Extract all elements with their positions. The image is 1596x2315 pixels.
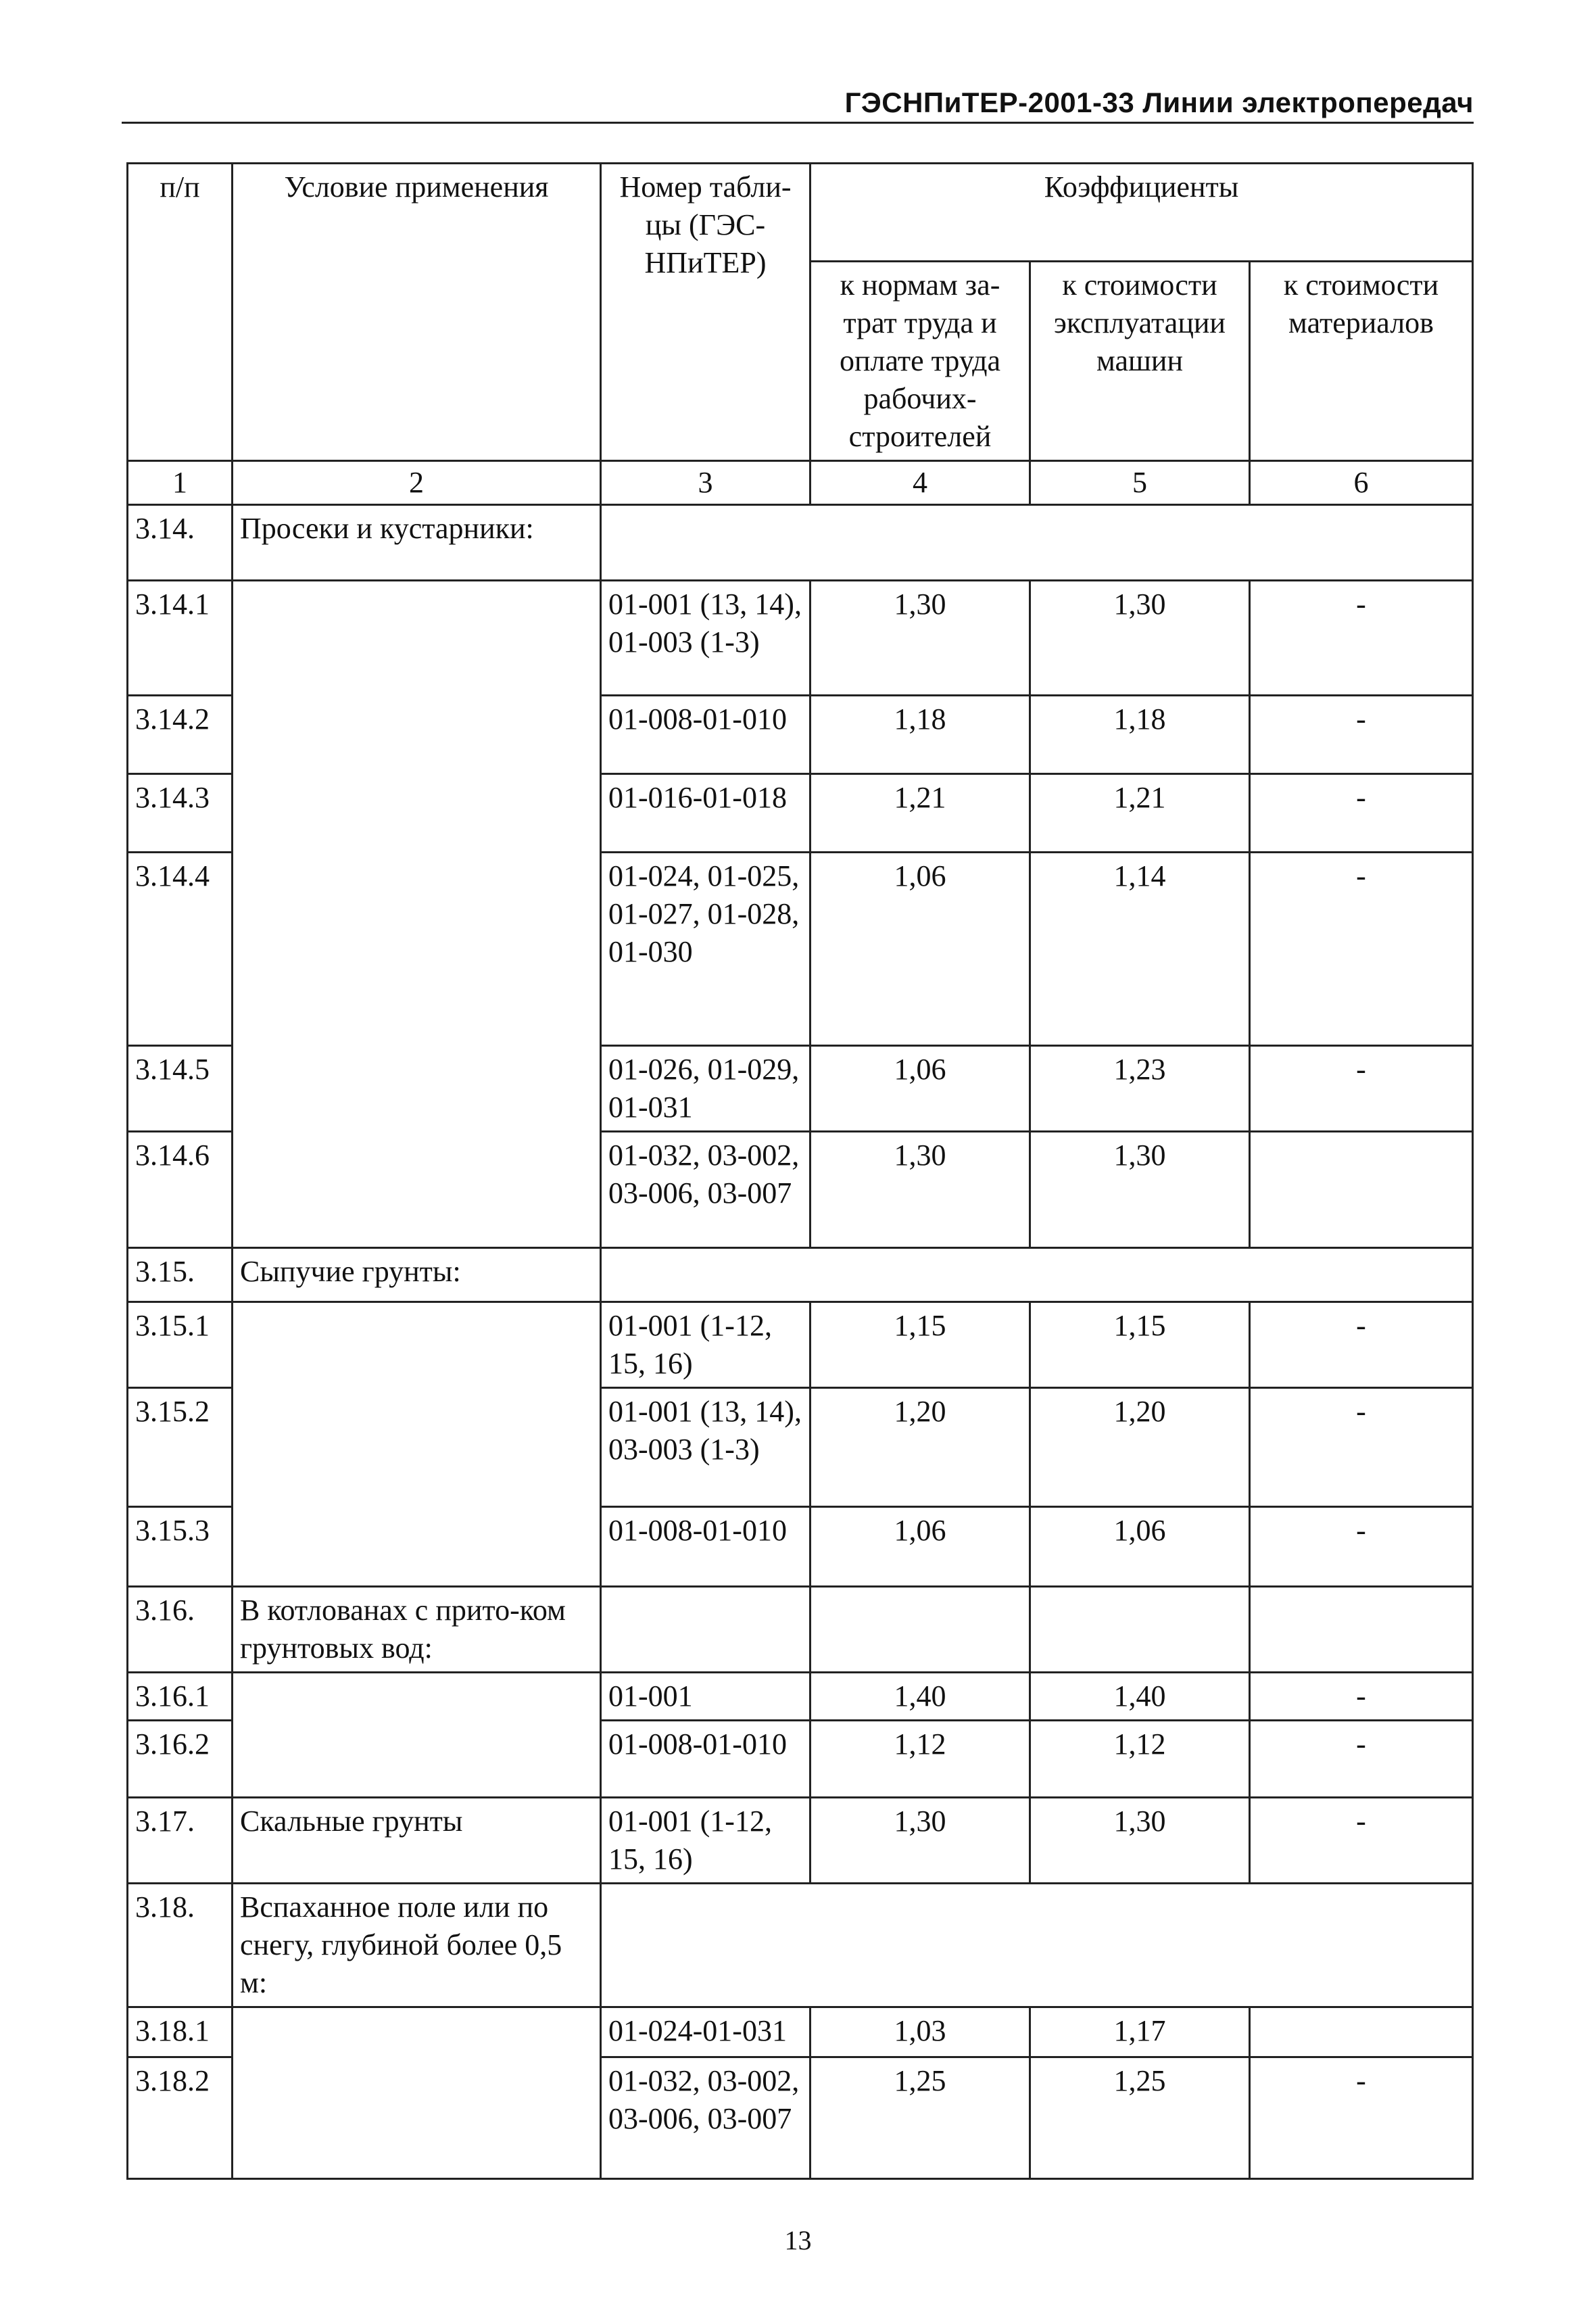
section-row [128, 1587, 1473, 1673]
row-condition: В котлованах с прито-ком грунтовых вод: [233, 1587, 601, 1673]
row-table-ref: 01-032, 03-002, 03-006, 03-007 [601, 2057, 811, 2179]
header-materials: к стоимости материалов [1250, 262, 1473, 461]
table-row [128, 581, 1473, 696]
coef-labor: 1,15 [811, 1302, 1030, 1388]
row-condition: Сыпучие грунты: [233, 1248, 601, 1302]
header-coefficients: Коэффициенты [811, 164, 1473, 262]
coef-materials [1250, 1132, 1473, 1248]
running-header [122, 87, 1474, 124]
header-num: п/п [128, 164, 233, 461]
row-table-ref: 01-032, 03-002, 03-006, 03-007 [601, 1132, 811, 1248]
coef-materials: - [1250, 1388, 1473, 1507]
empty-cell [601, 1587, 811, 1673]
coef-labor: 1,30 [811, 1798, 1030, 1884]
coef-labor: 1,30 [811, 581, 1030, 696]
row-table-ref: 01-024-01-031 [601, 2007, 811, 2057]
column-number-row [128, 461, 1473, 505]
coef-materials: - [1250, 1302, 1473, 1388]
row-table-ref: 01-001 (13, 14), 01-003 (1-3) [601, 581, 811, 696]
row-number: 3.15. [128, 1248, 233, 1302]
coef-machines: 1,14 [1030, 853, 1250, 1046]
row-number: 3.18.2 [128, 2057, 233, 2179]
col-number: 6 [1250, 461, 1473, 505]
table-row [128, 1673, 1473, 1721]
row-condition: Вспаханное поле или по снегу, глубиной более 0,5 м: [233, 1884, 601, 2007]
col-number: 4 [811, 461, 1030, 505]
header-table-number: Номер табли-цы (ГЭС-НПиТЕР) [601, 164, 811, 461]
row-number: 3.16.2 [128, 1721, 233, 1798]
row-number: 3.14.2 [128, 696, 233, 774]
coef-labor: 1,30 [811, 1132, 1030, 1248]
row-condition [233, 2007, 601, 2179]
col-number: 5 [1030, 461, 1250, 505]
row-condition [233, 1302, 601, 1587]
coef-labor: 1,18 [811, 696, 1030, 774]
header-condition: Условие применения [233, 164, 601, 461]
empty-cell [601, 505, 1473, 581]
coef-machines: 1,15 [1030, 1302, 1250, 1388]
coef-labor: 1,21 [811, 774, 1030, 853]
table-row [128, 1302, 1473, 1388]
coef-machines: 1,12 [1030, 1721, 1250, 1798]
coef-materials: - [1250, 774, 1473, 853]
row-number: 3.16.1 [128, 1673, 233, 1721]
row-condition: Скальные грунты [233, 1798, 601, 1884]
coef-materials: - [1250, 2057, 1473, 2179]
empty-cell [1030, 1587, 1250, 1673]
coef-machines: 1,23 [1030, 1046, 1250, 1132]
empty-cell [601, 1248, 1473, 1302]
header-labor: к нормам за-трат труда и оплате труда рабочих-строителей [811, 262, 1030, 461]
coef-machines: 1,20 [1030, 1388, 1250, 1507]
row-number: 3.17. [128, 1798, 233, 1884]
coef-materials [1250, 2007, 1473, 2057]
empty-cell [601, 1884, 1473, 2007]
coef-materials: - [1250, 1046, 1473, 1132]
table-row [128, 1798, 1473, 1884]
row-table-ref: 01-001 (13, 14), 03-003 (1-3) [601, 1388, 811, 1507]
document-title: ГЭСНПиТЕР-2001-33 Линии электропередач [844, 87, 1474, 118]
row-condition [233, 581, 601, 1248]
coef-materials: - [1250, 1798, 1473, 1884]
page-number: 13 [784, 2225, 812, 2256]
coef-machines: 1,30 [1030, 581, 1250, 696]
row-number: 3.18. [128, 1884, 233, 2007]
empty-cell [811, 1587, 1030, 1673]
row-number: 3.18.1 [128, 2007, 233, 2057]
row-condition: Просеки и кустарники: [233, 505, 601, 581]
row-number: 3.15.3 [128, 1507, 233, 1587]
coef-machines: 1,21 [1030, 774, 1250, 853]
coef-machines: 1,18 [1030, 696, 1250, 774]
col-number: 1 [128, 461, 233, 505]
row-table-ref: 01-008-01-010 [601, 1721, 811, 1798]
row-number: 3.14. [128, 505, 233, 581]
section-row [128, 505, 1473, 581]
col-number: 3 [601, 461, 811, 505]
row-table-ref: 01-008-01-010 [601, 1507, 811, 1587]
row-number: 3.14.6 [128, 1132, 233, 1248]
coef-labor: 1,12 [811, 1721, 1030, 1798]
coef-labor: 1,03 [811, 2007, 1030, 2057]
coef-materials: - [1250, 696, 1473, 774]
table-row [128, 2007, 1473, 2057]
row-number: 3.16. [128, 1587, 233, 1673]
empty-cell [1250, 1587, 1473, 1673]
coef-materials: - [1250, 1721, 1473, 1798]
coef-materials: - [1250, 1673, 1473, 1721]
col-number: 2 [233, 461, 601, 505]
coef-machines: 1,30 [1030, 1798, 1250, 1884]
row-condition [233, 1673, 601, 1798]
coef-labor: 1,06 [811, 1046, 1030, 1132]
row-table-ref: 01-024, 01-025, 01-027, 01-028, 01-030 [601, 853, 811, 1046]
section-row [128, 1884, 1473, 2007]
row-number: 3.14.4 [128, 853, 233, 1046]
coef-labor: 1,06 [811, 1507, 1030, 1587]
row-table-ref: 01-026, 01-029, 01-031 [601, 1046, 811, 1132]
coef-labor: 1,06 [811, 853, 1030, 1046]
table-header-row [128, 164, 1473, 262]
coef-labor: 1,25 [811, 2057, 1030, 2179]
coef-machines: 1,30 [1030, 1132, 1250, 1248]
coef-machines: 1,17 [1030, 2007, 1250, 2057]
coef-machines: 1,25 [1030, 2057, 1250, 2179]
coef-labor: 1,20 [811, 1388, 1030, 1507]
coef-materials: - [1250, 581, 1473, 696]
coefficients-table [126, 162, 1474, 2180]
row-number: 3.15.2 [128, 1388, 233, 1507]
row-table-ref: 01-016-01-018 [601, 774, 811, 853]
row-table-ref: 01-001 (1-12, 15, 16) [601, 1798, 811, 1884]
row-number: 3.14.3 [128, 774, 233, 853]
row-table-ref: 01-001 [601, 1673, 811, 1721]
header-machines: к стоимости эксплуатации машин [1030, 262, 1250, 461]
row-number: 3.14.1 [128, 581, 233, 696]
section-row [128, 1248, 1473, 1302]
coef-materials: - [1250, 853, 1473, 1046]
coef-machines: 1,06 [1030, 1507, 1250, 1587]
coef-machines: 1,40 [1030, 1673, 1250, 1721]
coef-labor: 1,40 [811, 1673, 1030, 1721]
row-table-ref: 01-008-01-010 [601, 696, 811, 774]
row-table-ref: 01-001 (1-12, 15, 16) [601, 1302, 811, 1388]
row-number: 3.14.5 [128, 1046, 233, 1132]
coef-materials: - [1250, 1507, 1473, 1587]
row-number: 3.15.1 [128, 1302, 233, 1388]
